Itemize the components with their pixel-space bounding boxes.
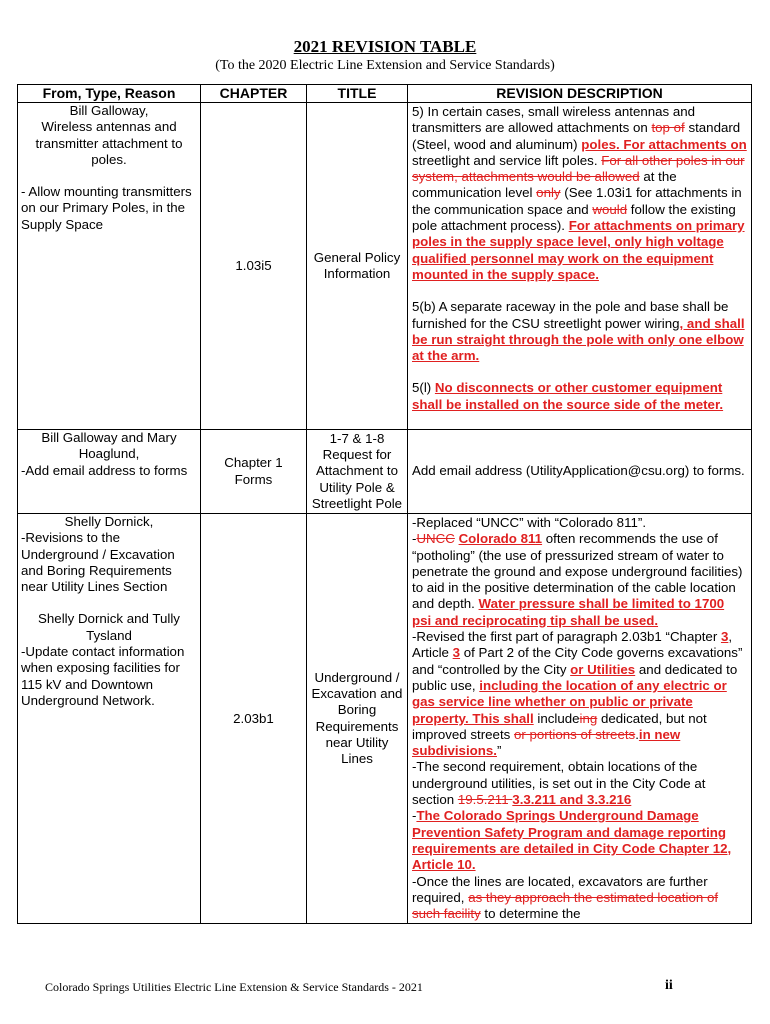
body-text: dedicated, but not improved streets: [412, 710, 707, 742]
revision-table: [17, 84, 752, 924]
added-text: No disconnects or other customer equipment shall be installed on the source side of the meter.: [412, 380, 724, 412]
header-title: TITLE: [307, 85, 408, 103]
page-footer: Colorado Springs Utilities Electric Line Extension & Service Standards - 2021: [45, 980, 423, 994]
row1-desc-item-5b: [412, 299, 747, 364]
row3-from-reason-2: -Update contact information when exposing facilities for 115 kV and Downtown Underground Network.: [21, 644, 185, 708]
body-text: 5) In certain cases, small wireless antennas and transmitters are allowed attachments on: [412, 104, 696, 136]
table-row: [18, 103, 752, 430]
row2-description-cell: Add email address (UtilityApplication@csu.org) to forms.: [408, 430, 752, 514]
body-text: ”: [496, 743, 502, 759]
row3-from-author: Shelly Dornick,: [64, 514, 154, 529]
header-chapter: CHAPTER: [201, 85, 307, 103]
row3-from-reason: -Revisions to the Underground / Excavation and Boring Requirements near Utility Lines Section: [21, 530, 175, 595]
header-from: From, Type, Reason: [18, 85, 201, 103]
added-text: in new subdivisions.: [412, 726, 681, 759]
added-text: or Utilities: [570, 661, 636, 677]
body-text: -Replaced “UNCC” with “Colorado 811”.: [412, 515, 647, 530]
added-text: poles. For attachments on: [581, 136, 747, 152]
table-row: [18, 430, 752, 514]
body-text: of Part 2 of the City Code governs excavations” and “controlled by the City: [412, 645, 743, 677]
body-text: .: [635, 726, 639, 742]
body-text: -Once the lines are located, excavators are further required,: [412, 873, 708, 905]
row3-desc-text: [412, 515, 747, 922]
table-header-row: [18, 85, 752, 103]
body-text: -: [412, 531, 417, 547]
document-subtitle: (To the 2020 Electric Line Extension and Service Standards): [215, 58, 555, 73]
body-text: -The second requirement, obtain locations of the underground utilities, is set out in the City Code at section: [412, 759, 706, 808]
body-text: standard (Steel, wood and aluminum): [412, 120, 741, 152]
deleted-text: only: [536, 185, 561, 201]
added-text: 3.3.211 and 3.3.216: [512, 792, 632, 808]
body-text: 5(b) A separate raceway in the pole and base shall be furnished for the CSU streetlight power wiring: [412, 299, 729, 331]
body-text: to determine the: [480, 906, 581, 922]
row3-description-cell: [408, 514, 752, 924]
body-text: -: [412, 808, 417, 824]
body-text: include: [533, 710, 580, 726]
deleted-text: For all other poles in our system, attachments would be allowed: [412, 152, 745, 185]
body-text: -Revised the first part of paragraph 2.03b1 “Chapter: [412, 629, 721, 645]
row3-title-cell: Underground / Excavation and Boring Requirements near Utility Lines: [307, 514, 408, 924]
row2-title-cell: 1-7 & 1-8 Request for Attachment to Utility Pole & Streetlight Pole: [307, 430, 408, 514]
row2-from-author: Bill Galloway and Mary Hoaglund,: [41, 430, 177, 462]
added-text: 3: [452, 645, 461, 661]
body-text: (See 1.03i1 for attachments in the communication space and: [412, 185, 742, 217]
body-text: follow the existing pole attachment process).: [412, 201, 736, 234]
deleted-text: UNCC: [416, 531, 455, 547]
row2-from-cell: [18, 430, 201, 514]
added-text: Water pressure shall be limited to 1700 psi and reciprocating tip shall be used.: [412, 596, 725, 628]
row3-chapter-cell: 2.03b1: [201, 514, 307, 924]
body-text: 5(l): [412, 380, 435, 396]
added-text: , and shall be run straight through the pole with only one elbow at the arm.: [412, 315, 745, 364]
row1-from-type: Wireless antennas and transmitter attachment to poles.: [35, 119, 183, 167]
body-text: , Article: [412, 629, 733, 661]
row1-desc-item-5l: [412, 380, 747, 413]
row3-from-cell: [18, 514, 201, 924]
added-text: The Colorado Springs Underground Damage Prevention Safety Program and damage reporting requirements are detailed in City Code Chapter 12, Article 10.: [412, 808, 732, 873]
added-text: For attachments on primary poles in the supply space level, only high voltage qualified personnel may work on the equipment mounted in the supply space.: [412, 218, 745, 282]
added-text: including the location of any electric or gas service line whether on public or private property. This shall: [412, 677, 727, 726]
deleted-text: 19.5.211: [457, 792, 513, 808]
row1-title-cell: General Policy Information: [307, 103, 408, 430]
added-text: Colorado 811: [458, 531, 543, 547]
body-text: and dedicated to public use,: [412, 661, 738, 693]
row1-from-reason: - Allow mounting transmitters on our Primary Poles, in the Supply Space: [21, 184, 192, 232]
body-text: often recommends the use of “potholing” (the use of pressurized stream of water to penetrate the ground and expose underground facilities) to aid in the positive determination of the cable location and depth.: [412, 531, 743, 612]
table-row: [18, 514, 752, 924]
deleted-text: ing: [579, 710, 598, 726]
deleted-text: as they approach the estimated location of such facility: [412, 889, 719, 922]
body-text: at the communication level: [412, 169, 677, 201]
row1-from-cell: [18, 103, 201, 430]
row3-from-author-2: Shelly Dornick and Tully Tysland: [38, 611, 180, 643]
row2-chapter-cell: Chapter 1 Forms: [201, 430, 307, 514]
row1-desc-item-5: [412, 104, 747, 283]
page-number: ii: [665, 978, 673, 993]
header-revision-description: REVISION DESCRIPTION: [408, 85, 752, 103]
row1-from-author: Bill Galloway,: [69, 103, 149, 118]
row2-from-reason: -Add email address to forms: [21, 462, 188, 478]
document-title: 2021 REVISION TABLE: [293, 37, 477, 56]
deleted-text: would: [592, 201, 628, 217]
body-text: streetlight and service lift poles.: [412, 152, 602, 168]
added-text: 3: [720, 629, 729, 645]
deleted-text: top of: [651, 120, 685, 136]
deleted-text: or portions of streets: [513, 726, 636, 742]
row1-description-cell: [408, 103, 752, 430]
row1-chapter-cell: 1.03i5: [201, 103, 307, 430]
